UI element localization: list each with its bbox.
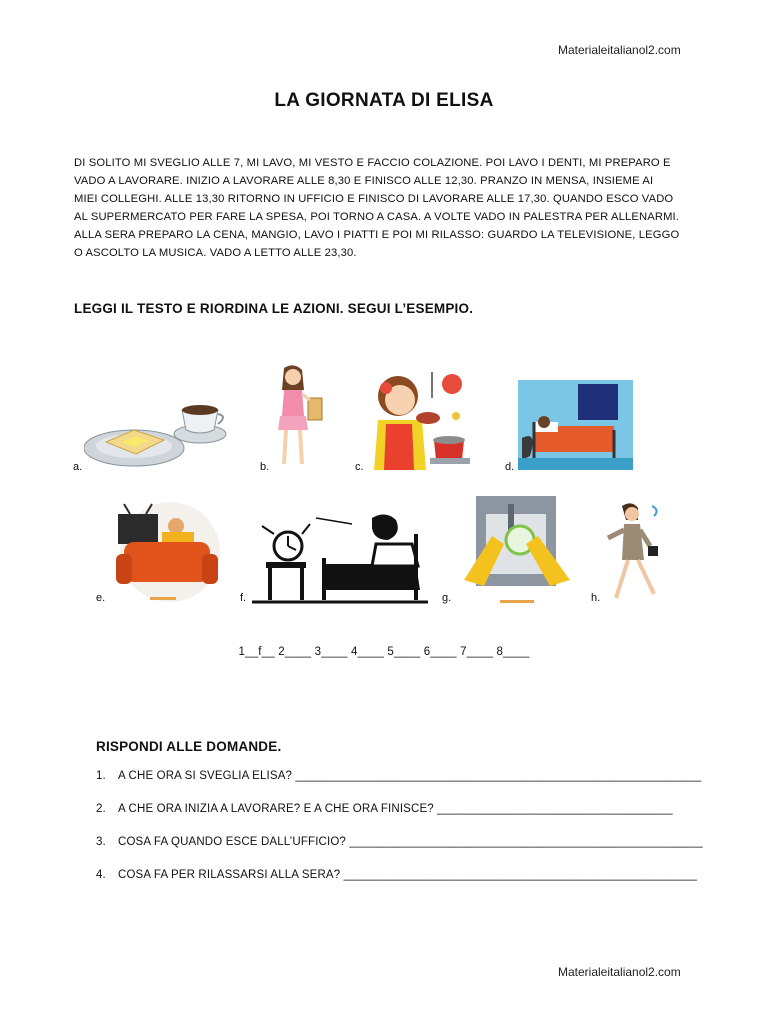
question-number: 2. xyxy=(96,803,106,815)
question-item[interactable] xyxy=(96,869,697,881)
site-url-bottom: Materialeitalianol2.com xyxy=(558,965,681,979)
label-d: d. xyxy=(505,461,515,473)
question-number: 3. xyxy=(96,836,106,848)
question-item[interactable] xyxy=(96,836,703,848)
sleeping-bed-icon xyxy=(518,380,633,470)
paragraph-line: AL SUPERMERCATO PER FARE LA SPESA, POI TORNO A CASA. A VOLTE VADO IN PALESTRA PER ALLENARMI. xyxy=(74,211,680,223)
question-number: 1. xyxy=(96,770,106,782)
question-text: A CHE ORA SI SVEGLIA ELISA? ______________________________________________________________ xyxy=(118,770,702,782)
exercise-1-heading: LEGGI IL TESTO E RIORDINA LE AZIONI. SEGUI L’ESEMPIO. xyxy=(74,301,474,316)
label-a: a. xyxy=(73,461,83,473)
paragraph-line: MIEI COLLEGHI. ALLE 13,30 RITORNO IN UFFICIO E FINISCO DI LAVORARE ALLE 17,30. QUANDO ESCO VADO xyxy=(74,193,674,205)
reading-text xyxy=(74,154,704,262)
paragraph-line: O ASCOLTO LA MUSICA. VADO A LETTO ALLE 23,30. xyxy=(74,247,357,259)
watching-tv-icon xyxy=(110,502,225,602)
label-c: c. xyxy=(355,461,364,473)
question-text: COSA FA PER RILASSARSI ALLA SERA? ______________________________________________________ xyxy=(118,869,698,881)
question-item[interactable] xyxy=(96,770,701,782)
question-text: COSA FA QUANDO ESCE DALL’UFFICIO? ______________________________________________________ xyxy=(118,836,703,848)
question-text: A CHE ORA INIZIA A LAVORARE? E A CHE ORA FINISCE? ____________________________________ xyxy=(118,803,673,815)
alarm-clock-wakeup-icon xyxy=(252,510,428,606)
cooking-woman-icon xyxy=(368,370,473,473)
paragraph-line: VADO A LAVORARE. INIZIO A LAVORARE ALLE 8,30 E FINISCO ALLE 12,30. PRANZO IN MENSA, INSIEME AI xyxy=(74,175,654,187)
label-h: h. xyxy=(591,592,601,604)
walking-to-work-icon xyxy=(604,500,668,604)
question-item[interactable] xyxy=(96,803,673,815)
site-url-top: Materialeitalianol2.com xyxy=(558,43,681,57)
label-g: g. xyxy=(442,592,452,604)
washing-dishes-icon xyxy=(464,496,574,606)
page-title: LA GIORNATA DI ELISA xyxy=(274,90,494,111)
shopping-girl-icon xyxy=(270,364,330,474)
question-number: 4. xyxy=(96,869,106,881)
label-f: f. xyxy=(240,592,247,604)
exercise-2-heading: RISPONDI ALLE DOMANDE. xyxy=(96,739,282,754)
paragraph-line: ALLA SERA PREPARO LA CENA, MANGIO, LAVO I PIATTI E POI MI RILASSO: GUARDO LA TELEVISIONE, LEGGO xyxy=(74,229,680,241)
label-b: b. xyxy=(260,461,270,473)
breakfast-icon xyxy=(84,392,234,472)
order-answer-line[interactable]: 1__f__ 2____ 3____ 4____ 5____ 6____ 7____ 8____ xyxy=(238,646,530,658)
paragraph-line: DI SOLITO MI SVEGLIO ALLE 7, MI LAVO, MI VESTO E FACCIO COLAZIONE. POI LAVO I DENTI, MI PREPARO E xyxy=(74,157,671,169)
label-e: e. xyxy=(96,592,106,604)
